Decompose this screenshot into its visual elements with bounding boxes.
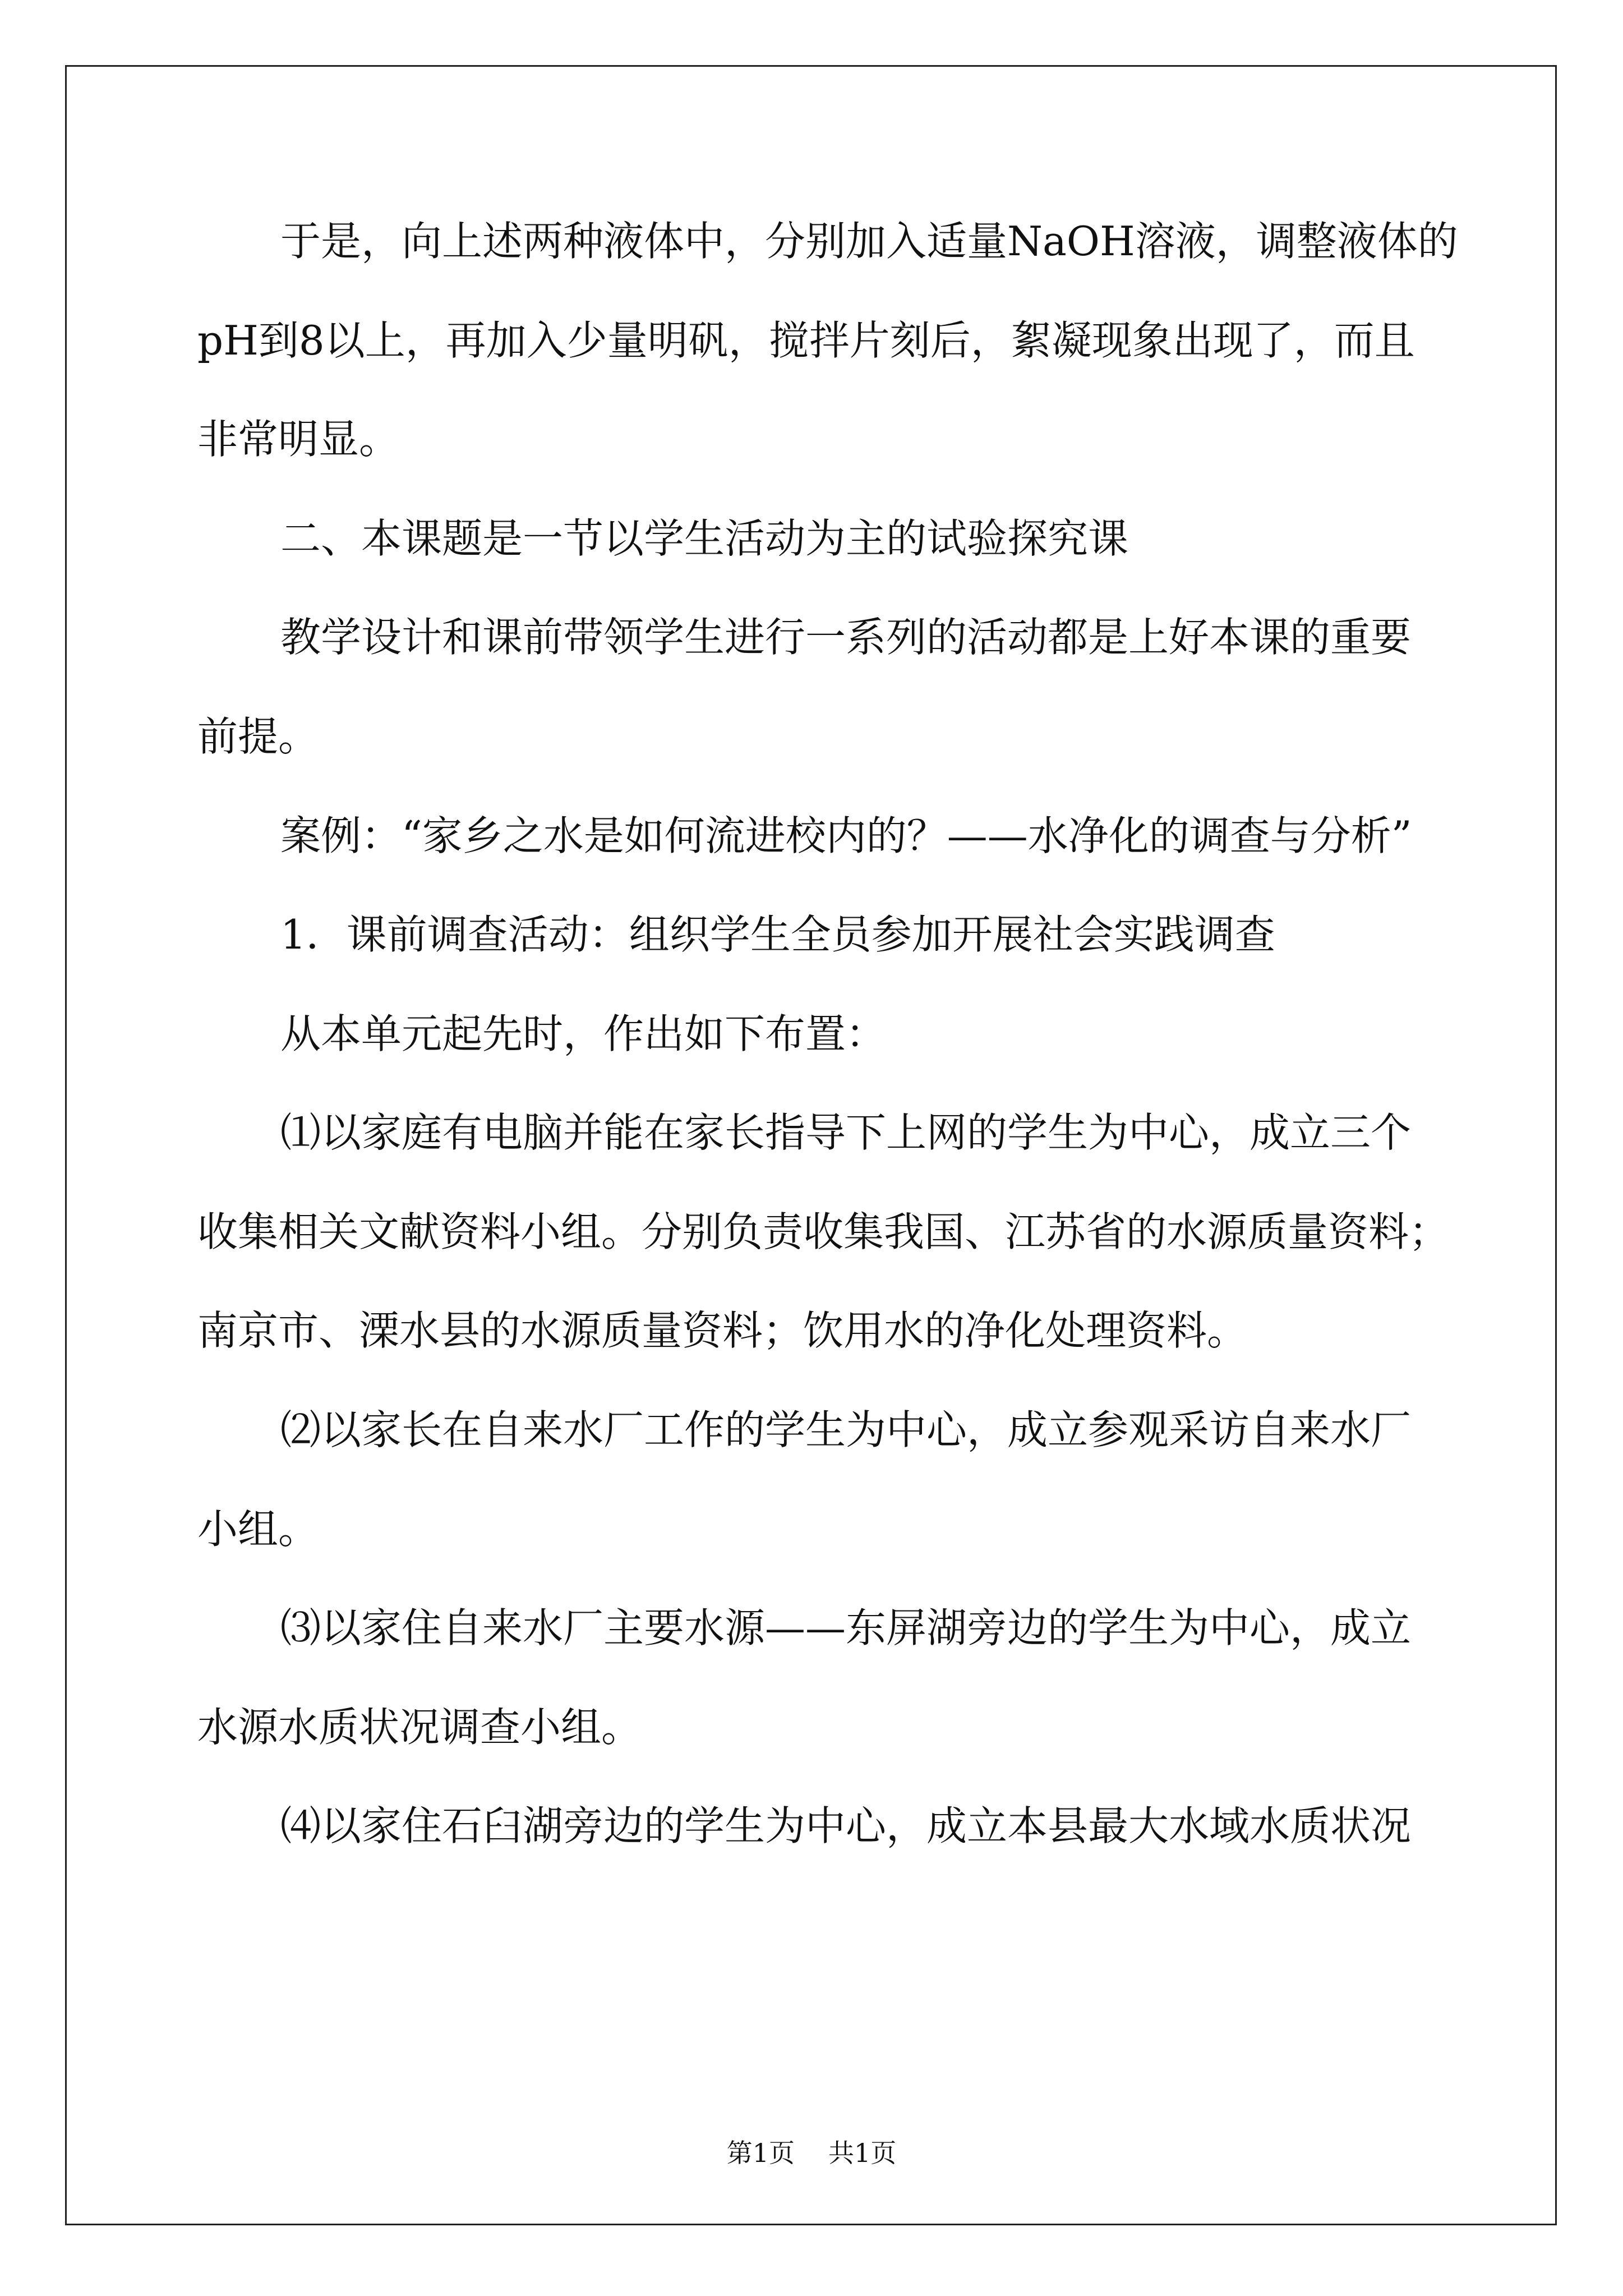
paragraph-line: 水源水质状况调查小组。 [197,1704,642,1751]
paragraph-line: ⑵以家长在自来水厂工作的学生为中心，成立参观采访自来水厂 [280,1406,1412,1453]
paragraph-line: 案例：“家乡之水是如何流进校内的？——水净化的调查与分析” [280,812,1412,859]
paragraph-line: 前提。 [197,713,319,760]
paragraph-line: 二、本课题是一节以学生活动为主的试验探究课 [280,515,1129,562]
paragraph-line: pH到8以上，再加入少量明矾，搅拌片刻后，絮凝现象出现了，而且 [197,317,1415,364]
page-total: 共1页 [828,2138,897,2168]
paragraph-line: 南京市、溧水县的水源质量资料；饮用水的净化处理资料。 [197,1307,1248,1354]
paragraph-line: 从本单元起先时，作出如下布置： [280,1010,887,1057]
paragraph-line: 收集相关文献资料小组。分别负责收集我国、江苏省的水源质量资料； [197,1208,1450,1255]
paragraph-line: ⑶以家住自来水厂主要水源——东屏湖旁边的学生为中心，成立 [280,1604,1412,1651]
paragraph-line: 教学设计和课前带领学生进行一系列的活动都是上好本课的重要 [280,614,1412,661]
paragraph-line: 非常明显。 [197,416,400,463]
page-number: 第1页 [726,2138,795,2168]
paragraph-line: 小组。 [197,1506,319,1553]
paragraph-line: 于是，向上述两种液体中，分别加入适量NaOH溶液，调整液体的 [280,218,1458,265]
paragraph-line: 1．课前调查活动：组织学生全员参加开展社会实践调查 [280,911,1275,958]
paragraph-line: ⑴以家庭有电脑并能在家长指导下上网的学生为中心，成立三个 [280,1109,1412,1156]
page-footer [0,2136,1623,2170]
paragraph-line: ⑷以家住石臼湖旁边的学生为中心，成立本县最大水域水质状况 [280,1802,1412,1849]
